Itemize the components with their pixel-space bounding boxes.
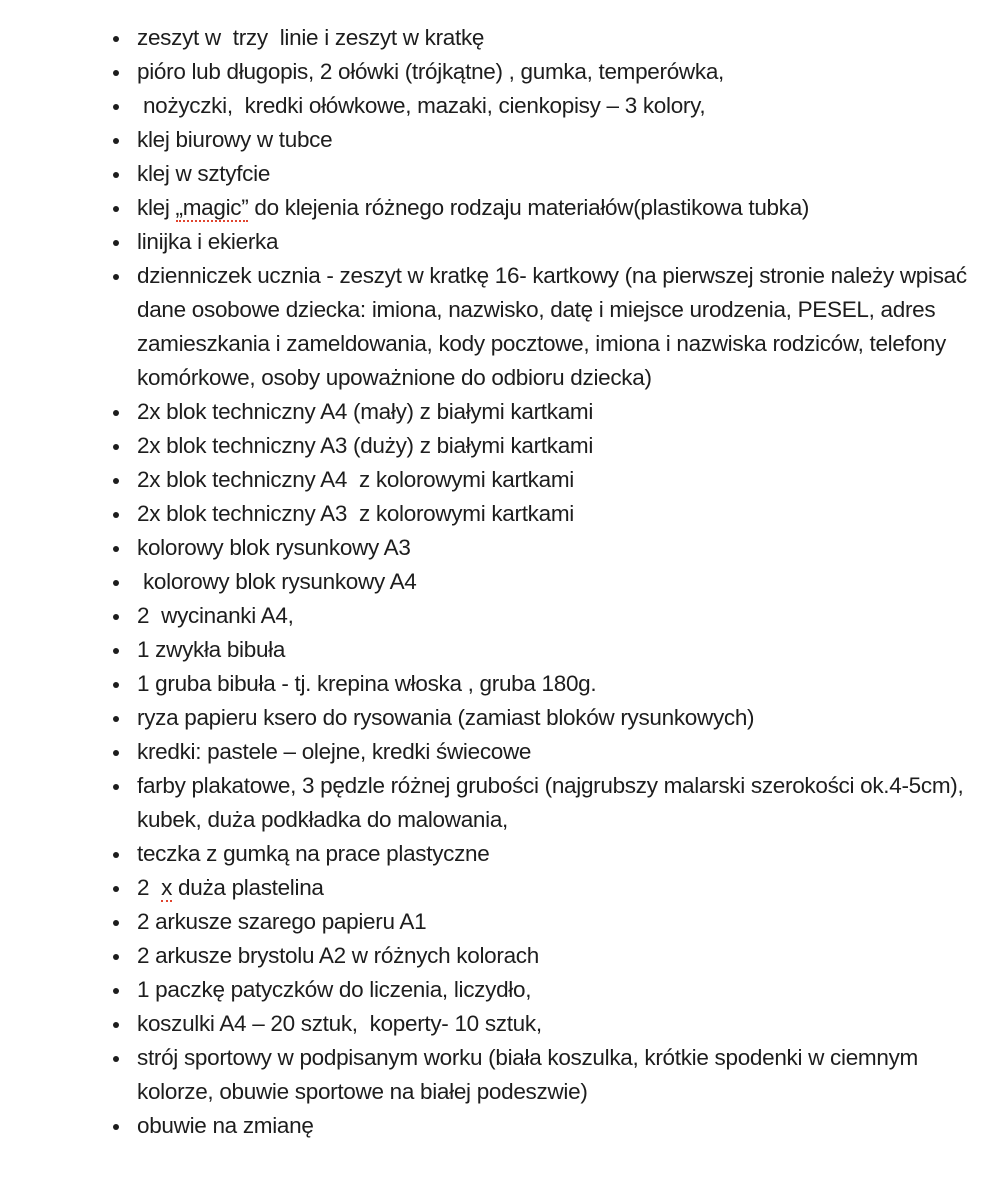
list-item bbox=[110, 939, 986, 973]
bullet-icon bbox=[110, 973, 137, 1007]
bullet-icon bbox=[110, 939, 137, 973]
list-item-text: obuwie na zmianę bbox=[137, 1113, 314, 1138]
list-item-text: ryza papieru ksero do rysowania (zamiast bloków rysunkowych) bbox=[137, 705, 755, 730]
list-item bbox=[110, 497, 986, 531]
list-item bbox=[110, 701, 986, 735]
bullet-icon bbox=[110, 123, 137, 157]
spellcheck-word: x bbox=[161, 875, 173, 900]
list-item bbox=[110, 429, 986, 463]
list-item-text: 1 zwykła bibuła bbox=[137, 637, 286, 662]
bullet-icon bbox=[110, 769, 137, 803]
list-item bbox=[110, 55, 986, 89]
bullet-icon bbox=[110, 565, 137, 599]
list-item bbox=[110, 905, 986, 939]
list-item-text: linijka i ekierka bbox=[137, 229, 279, 254]
list-item-text: 2 arkusze brystolu A2 w różnych kolorach bbox=[137, 943, 539, 968]
bullet-icon bbox=[110, 55, 137, 89]
list-item bbox=[110, 259, 986, 395]
list-item-text: 1 gruba bibuła - tj. krepina włoska , gruba 180g. bbox=[137, 671, 597, 696]
bullet-icon bbox=[110, 191, 137, 225]
list-item-text: 2x blok techniczny A4 z kolorowymi kartkami bbox=[137, 467, 574, 492]
list-item-text: 2x blok techniczny A4 (mały) z białymi kartkami bbox=[137, 399, 594, 424]
list-item-text: 1 paczkę patyczków do liczenia, liczydło, bbox=[137, 977, 532, 1002]
bullet-icon bbox=[110, 667, 137, 701]
list-item-text: 2 arkusze szarego papieru A1 bbox=[137, 909, 427, 934]
bullet-icon bbox=[110, 157, 137, 191]
bullet-icon bbox=[110, 21, 137, 55]
list-item bbox=[110, 531, 986, 565]
bullet-icon bbox=[110, 837, 137, 871]
list-item-text: teczka z gumką na prace plastyczne bbox=[137, 841, 490, 866]
list-item-text: pióro lub długopis, 2 ołówki (trójkątne) , gumka, temperówka, bbox=[137, 59, 724, 84]
bullet-icon bbox=[110, 463, 137, 497]
list-item-text: klej w sztyfcie bbox=[137, 161, 271, 186]
list-item-text: 2x blok techniczny A3 (duży) z białymi kartkami bbox=[137, 433, 594, 458]
spellcheck-word: „magic” bbox=[175, 195, 249, 220]
list-item-text: klej biurowy w tubce bbox=[137, 127, 333, 152]
list-item bbox=[110, 769, 986, 837]
bullet-icon bbox=[110, 531, 137, 565]
list-item-text: dzienniczek ucznia - zeszyt w kratkę 16- kartkowy (na pierwszej stronie należy wpisać dane osobowe dziecka: imiona, nazwisko, datę i miejsce urodzenia, PESEL, adres zamieszkania i zameldowania, kody pocztowe, imiona i nazwiska rodziców, telefony komórkowe, osoby upoważnione do odbioru dziecka) bbox=[137, 263, 973, 390]
list-item-text: 2x blok techniczny A3 z kolorowymi kartkami bbox=[137, 501, 574, 526]
list-item bbox=[110, 735, 986, 769]
bullet-icon bbox=[110, 871, 137, 905]
list-item-text: 2 x duża plastelina bbox=[137, 875, 324, 900]
bullet-icon bbox=[110, 395, 137, 429]
list-item-text: kolorowy blok rysunkowy A3 bbox=[137, 535, 411, 560]
list-item bbox=[110, 973, 986, 1007]
list-item bbox=[110, 123, 986, 157]
bullet-icon bbox=[110, 599, 137, 633]
list-item bbox=[110, 1109, 986, 1143]
list-item bbox=[110, 1041, 986, 1109]
list-item bbox=[110, 565, 986, 599]
bullet-icon bbox=[110, 89, 137, 123]
list-item bbox=[110, 21, 986, 55]
list-item-text: farby plakatowe, 3 pędzle różnej grubości (najgrubszy malarski szerokości ok.4-5cm), kubek, duża podkładka do malowania, bbox=[137, 773, 970, 832]
bullet-icon bbox=[110, 1041, 137, 1075]
bullet-icon bbox=[110, 497, 137, 531]
list-item-text: kolorowy blok rysunkowy A4 bbox=[137, 569, 417, 594]
bullet-icon bbox=[110, 701, 137, 735]
list-item bbox=[110, 667, 986, 701]
list-item bbox=[110, 89, 986, 123]
list-item bbox=[110, 837, 986, 871]
list-item-text: koszulki A4 – 20 sztuk, koperty- 10 sztuk, bbox=[137, 1011, 542, 1036]
bullet-icon bbox=[110, 429, 137, 463]
bullet-icon bbox=[110, 259, 137, 293]
bullet-icon bbox=[110, 1007, 137, 1041]
bullet-icon bbox=[110, 225, 137, 259]
list-item bbox=[110, 157, 986, 191]
list-item bbox=[110, 395, 986, 429]
list-item bbox=[110, 225, 986, 259]
bullet-icon bbox=[110, 1109, 137, 1143]
list-item-text: zeszyt w trzy linie i zeszyt w kratkę bbox=[137, 25, 485, 50]
list-item-text: nożyczki, kredki ołówkowe, mazaki, cienkopisy – 3 kolory, bbox=[137, 93, 706, 118]
list-item-text: strój sportowy w podpisanym worku (biała koszulka, krótkie spodenki w ciemnym kolorze, obuwie sportowe na białej podeszwie) bbox=[137, 1045, 924, 1104]
list-item-text: klej „magic” do klejenia różnego rodzaju materiałów(plastikowa tubka) bbox=[137, 195, 810, 220]
list-item bbox=[110, 871, 986, 905]
bullet-icon bbox=[110, 905, 137, 939]
list-item-text: kredki: pastele – olejne, kredki świecowe bbox=[137, 739, 532, 764]
list-item bbox=[110, 191, 986, 225]
bullet-icon bbox=[110, 633, 137, 667]
list-item bbox=[110, 463, 986, 497]
list-item bbox=[110, 633, 986, 667]
list-item bbox=[110, 599, 986, 633]
list-item bbox=[110, 1007, 986, 1041]
list-item-text: 2 wycinanki A4, bbox=[137, 603, 294, 628]
bullet-icon bbox=[110, 735, 137, 769]
